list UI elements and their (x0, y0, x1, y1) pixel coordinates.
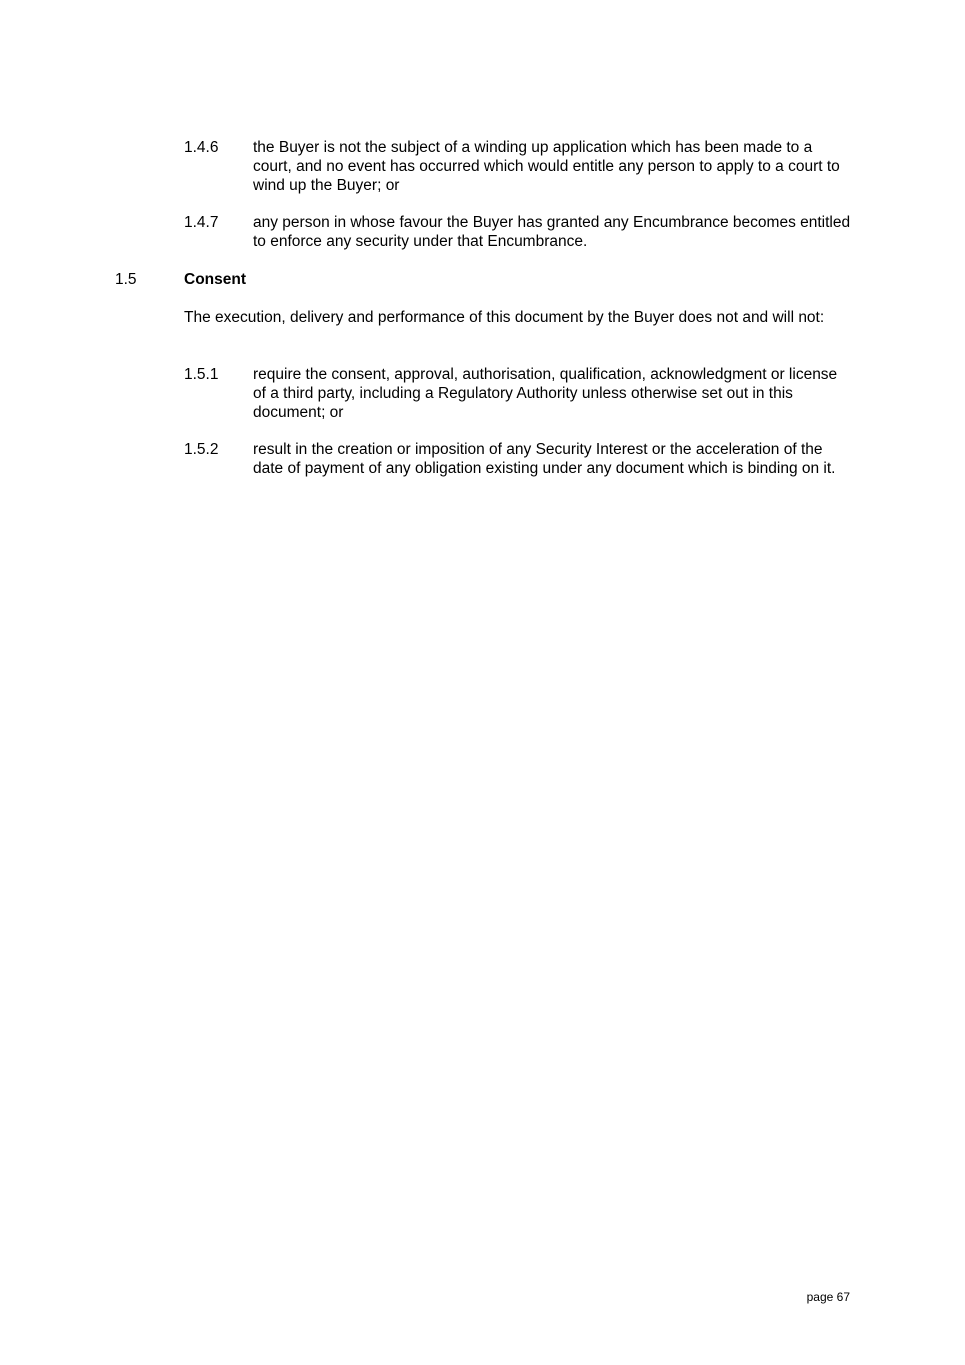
section-intro-text: The execution, delivery and performance of this document by the Buyer does not and will not: (184, 309, 825, 326)
clause-text: require the consent, approval, authorisation, qualification, acknowledgment or license of a third party, including a Regulatory Authority unless otherwise set out in this document; or (253, 366, 838, 421)
section-number: 1.5 (115, 271, 137, 288)
clause-text: the Buyer is not the subject of a winding up application which has been made to a court, and no event has occurred which would entitle any person to apply to a court to wind up the Buyer; or (253, 139, 840, 194)
clause-number: 1.4.6 (184, 139, 219, 156)
clause-number: 1.5.2 (184, 441, 219, 458)
clause-text: any person in whose favour the Buyer has granted any Encumbrance becomes entitled to enforce any security under that Encumbrance. (253, 214, 851, 250)
clause-number: 1.5.1 (184, 366, 219, 383)
section-title: Consent (184, 271, 246, 288)
clause-text: result in the creation or imposition of any Security Interest or the acceleration of the date of payment of any obligation existing under any document which is binding on it. (253, 441, 836, 477)
clause-number: 1.4.7 (184, 214, 219, 231)
page-number: page 67 (806, 1290, 850, 1304)
